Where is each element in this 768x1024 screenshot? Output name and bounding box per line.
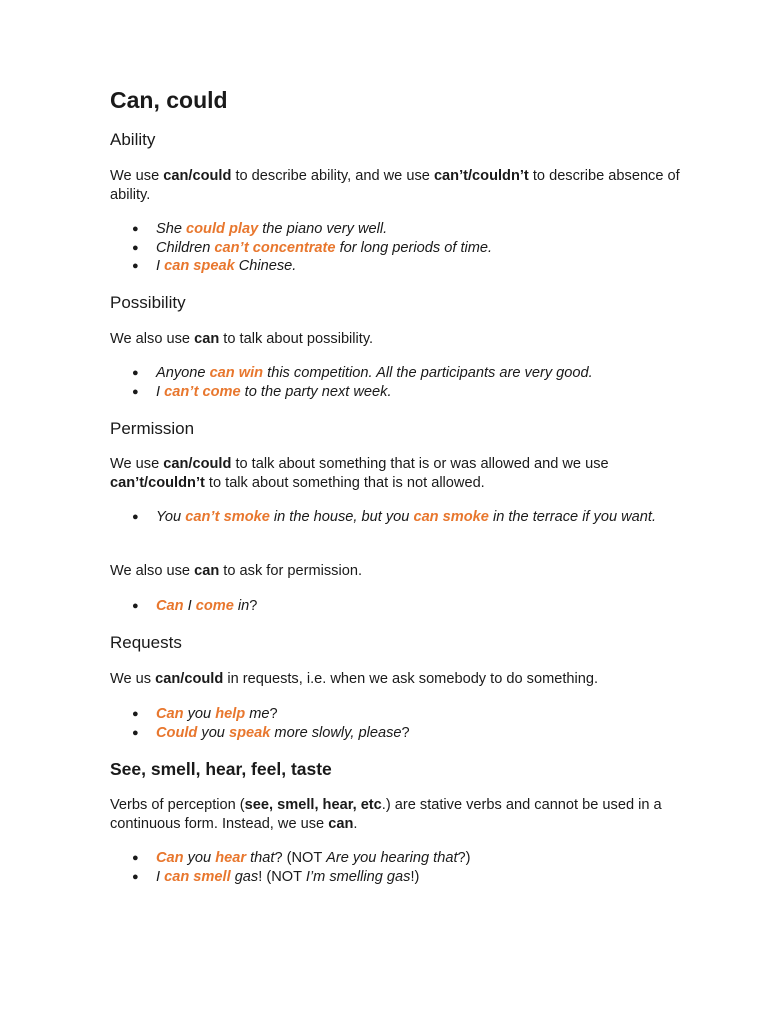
bullet-icon: ● bbox=[132, 511, 139, 523]
heading-ability: Ability bbox=[110, 130, 156, 149]
bullet-icon: ● bbox=[132, 708, 139, 720]
bullet-icon: ● bbox=[132, 260, 139, 272]
heading-possibility: Possibility bbox=[110, 293, 186, 312]
ability-paragraph: We use can/could to describe ability, and we use can’t/couldn’t to describe absence of ability. bbox=[110, 168, 680, 203]
list-item: ● Can you help me? bbox=[132, 706, 278, 722]
bullet-icon: ● bbox=[132, 385, 139, 398]
list-item: ● Could you speak more slowly, please? bbox=[132, 724, 410, 741]
ability-examples bbox=[110, 220, 710, 276]
bullet-icon: ● bbox=[132, 223, 139, 235]
requests-examples bbox=[110, 705, 710, 742]
permission-examples bbox=[110, 508, 700, 527]
list-item: ● Can I come in? bbox=[132, 598, 258, 614]
list-item: ● Can you hear that? (NOT Are you hearing that?) bbox=[132, 850, 471, 866]
list-item: ● I can’t come to the party next week. bbox=[132, 383, 392, 400]
bullet-icon: ● bbox=[132, 852, 139, 864]
bullet-icon: ● bbox=[132, 367, 139, 379]
heading-perception: See, smell, hear, feel, taste bbox=[110, 759, 332, 779]
page-title: Can, could bbox=[110, 87, 228, 113]
perception-examples bbox=[110, 849, 710, 886]
list-item: ● I can smell gas! (NOT I’m smelling gas!) bbox=[132, 868, 420, 885]
possibility-paragraph: We also use can to talk about possibility. bbox=[110, 331, 374, 347]
bullet-icon: ● bbox=[132, 870, 139, 883]
bullet-icon: ● bbox=[132, 726, 139, 739]
requests-paragraph: We us can/could in requests, i.e. when we ask somebody to do something. bbox=[110, 671, 599, 687]
list-item: ● Children can’t concentrate for long periods of time. bbox=[132, 239, 493, 256]
permission-paragraph: We use can/could to talk about something that is or was allowed and we use can’t/couldn’t to talk about something that is not allowed. bbox=[110, 456, 609, 491]
list-item: ● She could play the piano very well. bbox=[132, 221, 388, 237]
permission-examples-2 bbox=[110, 597, 710, 616]
bullet-icon: ● bbox=[132, 600, 139, 612]
list-item: ● You can’t smoke in the house, but you can smoke in the terrace if you want. bbox=[132, 509, 657, 525]
list-item: ● Anyone can win this competition. All the participants are very good. bbox=[132, 365, 593, 381]
bullet-icon: ● bbox=[132, 241, 139, 254]
perception-paragraph: Verbs of perception (see, smell, hear, etc.) are stative verbs and cannot be used in a continuous form. Instead, we use can. bbox=[110, 797, 662, 832]
heading-requests: Requests bbox=[110, 633, 182, 652]
possibility-examples bbox=[110, 364, 710, 401]
permission-paragraph-2: We also use can to ask for permission. bbox=[110, 563, 362, 579]
heading-permission: Permission bbox=[110, 419, 195, 438]
list-item: ● I can speak Chinese. bbox=[132, 258, 297, 274]
